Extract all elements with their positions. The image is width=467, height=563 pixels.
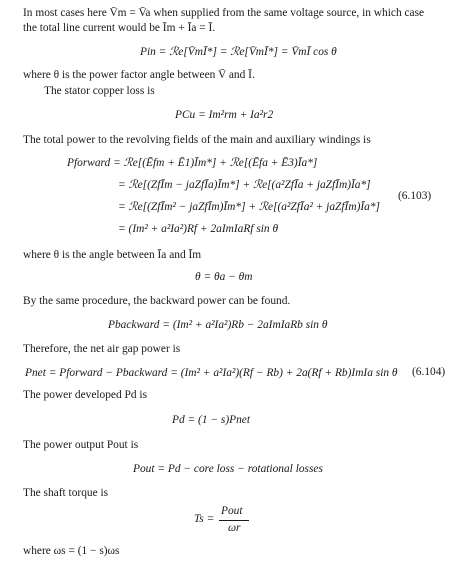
paragraph-line-2: the total line current would be Īm + Īa = Ī. (23, 22, 216, 34)
paragraph-line-8: Therefore, the net air gap power is (23, 343, 181, 355)
equation-theta: θ = θa − θm (195, 271, 253, 283)
equation-forward-power-line-3: = ℛe[(ZfĪm² − jaZfĪm)Īm*] + ℛe[(a²ZfĪa² + jaZfĪm)Īa*] (118, 201, 380, 213)
paragraph-line-5: The total power to the revolving fields of the main and auxiliary windings is (23, 134, 371, 146)
equation-number-6-104: (6.104) (412, 366, 446, 378)
equation-torque-numerator: Pout (221, 505, 243, 517)
equation-torque-lhs: Ts = (194, 513, 215, 525)
equation-power-output: Pout = Pd − core loss − rotational losses (133, 463, 323, 475)
paragraph-line-10: The power output Pout is (23, 439, 139, 451)
paragraph-line-11: The shaft torque is (23, 487, 109, 499)
equation-forward-power-line-4: = (Im² + a²Ia²)Rf + 2aImIaRf sin θ (118, 223, 279, 235)
equation-forward-power-line-1: Pforward = ℛe[(Ēfm + Ē1)Īm*] + ℛe[(Ēfa + Ē3)Īa*] (67, 157, 318, 169)
fraction-bar (219, 520, 249, 521)
paragraph-line-6: where θ is the angle between Īa and Īm (23, 249, 202, 261)
equation-forward-power-line-2: = ℛe[(ZfĪm − jaZfĪa)Īm*] + ℛe[(a²ZfĪa + jaZfĪm)Īa*] (118, 179, 371, 191)
paragraph-line-9: The power developed Pd is (23, 389, 148, 401)
equation-torque-denominator: ωr (228, 522, 241, 534)
paragraph-line-1: In most cases here V̄m = V̄a when supplied from the same voltage source, in which case (23, 7, 425, 19)
equation-net-air-gap-power: Pnet = Pforward − Pbackward = (Im² + a²Ia²)(Rf − Rb) + 2a(Rf + Rb)ImIa sin θ (25, 367, 398, 379)
equation-number-6-103: (6.103) (398, 190, 432, 202)
equation-copper-loss: PCu = Im²rm + Ia²r2 (175, 109, 274, 121)
equation-input-power: Pin = ℛe[V̄mĪ*] = ℛe[V̄mĪ*] = V̄mĪ cos θ (140, 46, 337, 58)
paragraph-line-7: By the same procedure, the backward power can be found. (23, 295, 291, 307)
paragraph-line-4: The stator copper loss is (44, 85, 155, 97)
paragraph-line-12: where ωs = (1 − s)ωs (23, 545, 120, 557)
paragraph-line-3: where θ is the power factor angle between V̄ and Ī. (23, 69, 255, 81)
equation-power-developed: Pd = (1 − s)Pnet (172, 414, 251, 426)
equation-backward-power: Pbackward = (Im² + a²Ia²)Rb − 2aImIaRb sin θ (108, 319, 328, 331)
